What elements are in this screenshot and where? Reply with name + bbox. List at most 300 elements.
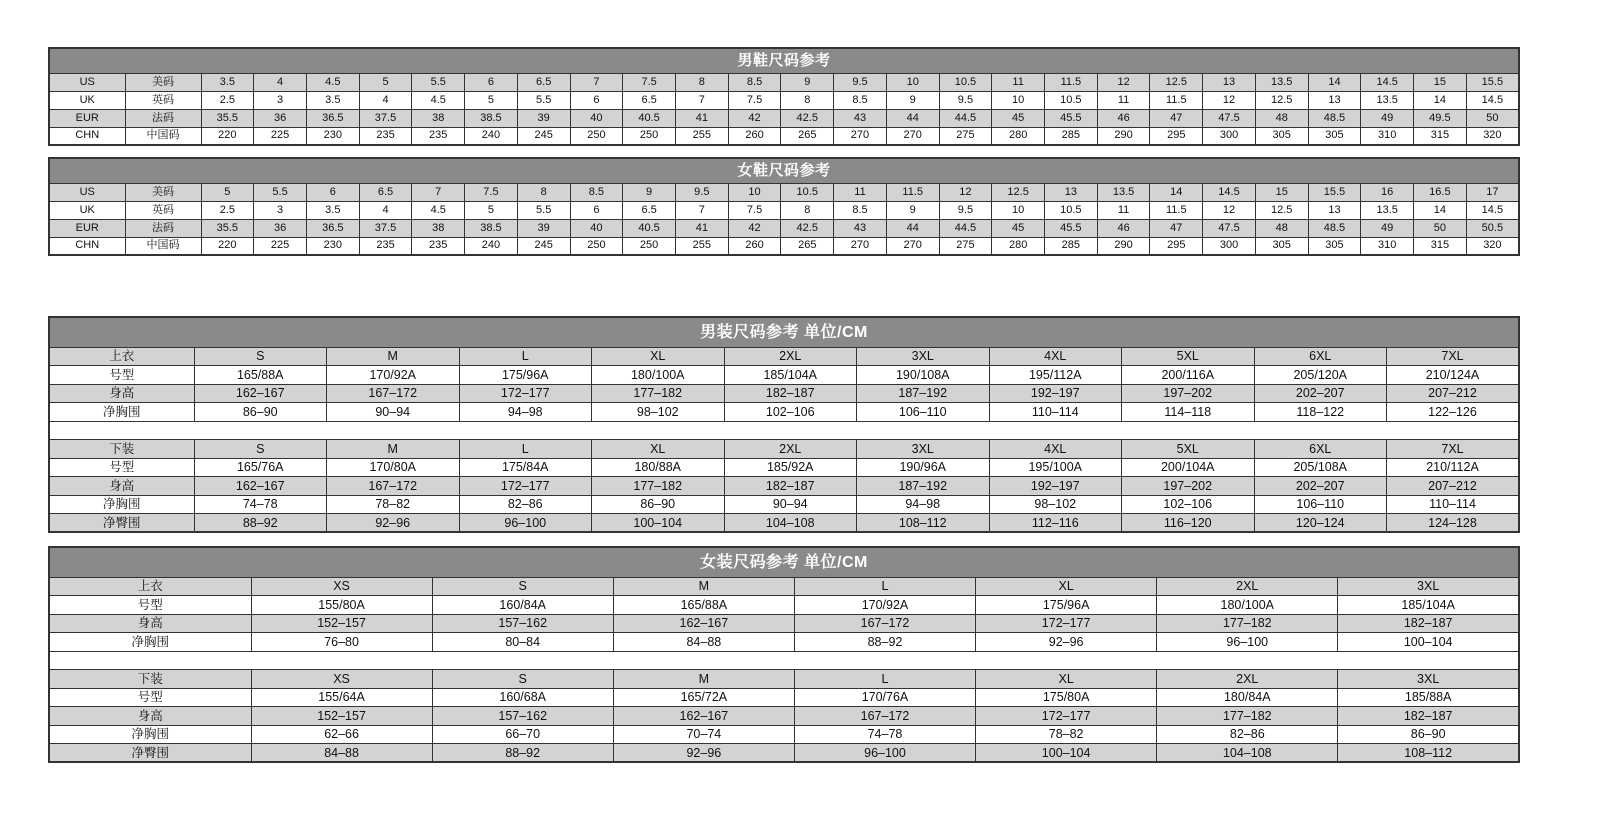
measurement-value: 177–182 xyxy=(1157,707,1338,726)
measurement-value: 86–90 xyxy=(194,403,327,422)
title-row xyxy=(49,317,1519,347)
size-value-cell: 9.5 xyxy=(939,201,992,219)
measurement-value: 82–86 xyxy=(459,495,592,514)
size-value-cell: 12 xyxy=(939,183,992,201)
size-system-code: US xyxy=(49,183,125,201)
size-column-header: XS xyxy=(251,670,432,689)
measurement-value: 172–177 xyxy=(976,707,1157,726)
measurement-value: 90–94 xyxy=(327,403,460,422)
size-value-cell: 14.5 xyxy=(1466,91,1519,109)
measurement-label: 号型 xyxy=(49,596,251,615)
size-value-cell: 10.5 xyxy=(1045,91,1098,109)
size-column-header: 5XL xyxy=(1122,440,1255,459)
measurement-value: 102–106 xyxy=(1122,495,1255,514)
size-value-cell: 38.5 xyxy=(465,109,518,127)
measurement-row xyxy=(49,596,1519,615)
measurement-value: 197–202 xyxy=(1122,477,1255,496)
size-row-chn xyxy=(49,237,1519,255)
size-value-cell: 260 xyxy=(728,127,781,145)
size-value-cell: 240 xyxy=(465,237,518,255)
size-column-header: 2XL xyxy=(1157,670,1338,689)
size-value-cell: 315 xyxy=(1414,237,1467,255)
measurement-value: 96–100 xyxy=(459,514,592,533)
measurement-value: 167–172 xyxy=(794,614,975,633)
measurement-value: 175/96A xyxy=(976,596,1157,615)
size-value-cell: 235 xyxy=(412,237,465,255)
size-value-cell: 12 xyxy=(1203,91,1256,109)
size-value-cell: 8.5 xyxy=(570,183,623,201)
size-value-cell: 9.5 xyxy=(939,91,992,109)
measurement-value: 180/84A xyxy=(1157,688,1338,707)
size-value-cell: 35.5 xyxy=(201,219,254,237)
size-value-cell: 255 xyxy=(675,127,728,145)
size-value-cell: 43 xyxy=(834,109,887,127)
size-value-cell: 235 xyxy=(412,127,465,145)
measurement-value: 207–212 xyxy=(1387,477,1520,496)
size-value-cell: 50.5 xyxy=(1466,219,1519,237)
size-value-cell: 8.5 xyxy=(834,201,887,219)
size-value-cell: 7 xyxy=(675,201,728,219)
size-value-cell: 42.5 xyxy=(781,219,834,237)
measurement-label: 净臀围 xyxy=(49,514,194,533)
size-column-header: S xyxy=(194,440,327,459)
size-value-cell: 16.5 xyxy=(1414,183,1467,201)
size-value-cell: 260 xyxy=(728,237,781,255)
measurement-row xyxy=(49,384,1519,403)
size-value-cell: 13 xyxy=(1308,91,1361,109)
size-column-header: XL xyxy=(976,670,1157,689)
measurement-value: 210/124A xyxy=(1387,366,1520,385)
measurement-value: 197–202 xyxy=(1122,384,1255,403)
size-value-cell: 320 xyxy=(1466,237,1519,255)
size-value-cell: 290 xyxy=(1097,127,1150,145)
title-row xyxy=(49,48,1519,73)
size-value-cell: 9.5 xyxy=(834,73,887,91)
measurement-value: 114–118 xyxy=(1122,403,1255,422)
size-value-cell: 14 xyxy=(1150,183,1203,201)
size-value-cell: 280 xyxy=(992,127,1045,145)
size-value-cell: 39 xyxy=(517,219,570,237)
size-value-cell: 3 xyxy=(254,201,307,219)
measurement-value: 152–157 xyxy=(251,707,432,726)
size-value-cell: 14.5 xyxy=(1361,73,1414,91)
measurement-value: 96–100 xyxy=(1157,633,1338,652)
measurement-value: 110–114 xyxy=(989,403,1122,422)
size-value-cell: 320 xyxy=(1466,127,1519,145)
size-system-code: UK xyxy=(49,201,125,219)
size-value-cell: 13 xyxy=(1203,73,1256,91)
measurement-value: 76–80 xyxy=(251,633,432,652)
size-value-cell: 50 xyxy=(1414,219,1467,237)
size-value-cell: 270 xyxy=(886,237,939,255)
measurement-value: 185/104A xyxy=(724,366,857,385)
size-value-cell: 300 xyxy=(1203,237,1256,255)
size-value-cell: 39 xyxy=(517,109,570,127)
size-value-cell: 48 xyxy=(1255,109,1308,127)
size-value-cell: 12 xyxy=(1203,201,1256,219)
size-value-cell: 48 xyxy=(1255,219,1308,237)
measurement-value: 202–207 xyxy=(1254,384,1387,403)
size-value-cell: 7.5 xyxy=(728,201,781,219)
size-value-cell: 305 xyxy=(1255,127,1308,145)
measurement-row xyxy=(49,403,1519,422)
size-system-label: 中国码 xyxy=(125,127,201,145)
measurement-value: 102–106 xyxy=(724,403,857,422)
size-value-cell: 44.5 xyxy=(939,109,992,127)
measurement-value: 195/112A xyxy=(989,366,1122,385)
size-column-header: M xyxy=(613,670,794,689)
size-row-eur xyxy=(49,219,1519,237)
size-value-cell: 13 xyxy=(1308,201,1361,219)
size-value-cell: 11 xyxy=(834,183,887,201)
section-label: 上衣 xyxy=(49,347,194,366)
size-row-chn xyxy=(49,127,1519,145)
measurement-value: 185/92A xyxy=(724,458,857,477)
measurement-value: 195/100A xyxy=(989,458,1122,477)
size-value-cell: 47 xyxy=(1150,219,1203,237)
size-value-cell: 8 xyxy=(675,73,728,91)
size-value-cell: 10.5 xyxy=(939,73,992,91)
size-value-cell: 305 xyxy=(1308,237,1361,255)
measurement-value: 86–90 xyxy=(1338,725,1519,744)
measurement-value: 170/92A xyxy=(794,596,975,615)
size-value-cell: 220 xyxy=(201,237,254,255)
size-value-cell: 44 xyxy=(886,109,939,127)
measurement-value: 192–197 xyxy=(989,477,1122,496)
measurement-value: 165/88A xyxy=(194,366,327,385)
size-value-cell: 41 xyxy=(675,219,728,237)
measurement-value: 205/108A xyxy=(1254,458,1387,477)
size-value-cell: 40 xyxy=(570,219,623,237)
size-value-cell: 11.5 xyxy=(1150,91,1203,109)
measurement-value: 162–167 xyxy=(194,477,327,496)
measurement-label: 身高 xyxy=(49,477,194,496)
size-value-cell: 245 xyxy=(517,127,570,145)
size-column-header: 2XL xyxy=(724,347,857,366)
size-value-cell: 5.5 xyxy=(517,91,570,109)
size-value-cell: 2.5 xyxy=(201,201,254,219)
size-value-cell: 42 xyxy=(728,219,781,237)
table-body xyxy=(49,317,1519,532)
size-value-cell: 11 xyxy=(1097,91,1150,109)
table-body xyxy=(49,158,1519,255)
size-value-cell: 265 xyxy=(781,237,834,255)
size-column-header: L xyxy=(459,347,592,366)
size-value-cell: 255 xyxy=(675,237,728,255)
size-column-header: 2XL xyxy=(1157,577,1338,596)
size-value-cell: 9 xyxy=(886,201,939,219)
size-value-cell: 12.5 xyxy=(1255,91,1308,109)
measurement-value: 106–110 xyxy=(1254,495,1387,514)
measurement-value: 185/88A xyxy=(1338,688,1519,707)
size-value-cell: 36 xyxy=(254,219,307,237)
measurement-value: 167–172 xyxy=(794,707,975,726)
size-value-cell: 47.5 xyxy=(1203,219,1256,237)
size-value-cell: 44 xyxy=(886,219,939,237)
size-value-cell: 5.5 xyxy=(254,183,307,201)
size-value-cell: 4 xyxy=(359,91,412,109)
size-column-header: 3XL xyxy=(1338,577,1519,596)
size-column-header: S xyxy=(432,577,613,596)
size-value-cell: 13.5 xyxy=(1361,91,1414,109)
measurement-value: 180/88A xyxy=(592,458,725,477)
measurement-value: 210/112A xyxy=(1387,458,1520,477)
size-value-cell: 235 xyxy=(359,127,412,145)
size-value-cell: 220 xyxy=(201,127,254,145)
measurement-label: 身高 xyxy=(49,707,251,726)
size-value-cell: 310 xyxy=(1361,237,1414,255)
measurement-label: 净胸围 xyxy=(49,495,194,514)
measurement-value: 118–122 xyxy=(1254,403,1387,422)
measurement-value: 90–94 xyxy=(724,495,857,514)
size-column-header: 3XL xyxy=(857,347,990,366)
section-header-row xyxy=(49,440,1519,459)
size-value-cell: 270 xyxy=(886,127,939,145)
size-column-header: L xyxy=(794,670,975,689)
size-value-cell: 45.5 xyxy=(1045,219,1098,237)
size-value-cell: 48.5 xyxy=(1308,109,1361,127)
measurement-value: 170/76A xyxy=(794,688,975,707)
size-value-cell: 280 xyxy=(992,237,1045,255)
measurement-value: 172–177 xyxy=(459,477,592,496)
measurement-value: 157–162 xyxy=(432,707,613,726)
measurement-row xyxy=(49,458,1519,477)
measurement-value: 96–100 xyxy=(794,744,975,763)
size-value-cell: 45.5 xyxy=(1045,109,1098,127)
measurement-value: 207–212 xyxy=(1387,384,1520,403)
measurement-value: 157–162 xyxy=(432,614,613,633)
size-value-cell: 6.5 xyxy=(623,91,676,109)
section-header-row xyxy=(49,347,1519,366)
measurement-row xyxy=(49,725,1519,744)
size-value-cell: 10 xyxy=(728,183,781,201)
size-value-cell: 41 xyxy=(675,109,728,127)
size-value-cell: 11.5 xyxy=(1150,201,1203,219)
size-value-cell: 8 xyxy=(781,201,834,219)
size-value-cell: 7 xyxy=(570,73,623,91)
section-spacer xyxy=(49,651,1519,670)
measurement-value: 70–74 xyxy=(613,725,794,744)
size-value-cell: 44.5 xyxy=(939,219,992,237)
size-value-cell: 14 xyxy=(1414,91,1467,109)
size-value-cell: 10.5 xyxy=(1045,201,1098,219)
size-value-cell: 300 xyxy=(1203,127,1256,145)
size-value-cell: 250 xyxy=(623,237,676,255)
measurement-label: 号型 xyxy=(49,366,194,385)
size-value-cell: 7.5 xyxy=(623,73,676,91)
size-value-cell: 6.5 xyxy=(517,73,570,91)
size-value-cell: 38 xyxy=(412,219,465,237)
measurement-value: 116–120 xyxy=(1122,514,1255,533)
measurement-row xyxy=(49,477,1519,496)
size-value-cell: 305 xyxy=(1255,237,1308,255)
title-row xyxy=(49,547,1519,577)
size-column-header: XL xyxy=(976,577,1157,596)
measurement-value: 177–182 xyxy=(592,384,725,403)
size-value-cell: 3.5 xyxy=(306,91,359,109)
measurement-value: 200/104A xyxy=(1122,458,1255,477)
measurement-label: 身高 xyxy=(49,614,251,633)
size-value-cell: 290 xyxy=(1097,237,1150,255)
size-value-cell: 250 xyxy=(570,127,623,145)
size-value-cell: 10 xyxy=(992,201,1045,219)
size-value-cell: 230 xyxy=(306,127,359,145)
size-column-header: 3XL xyxy=(1338,670,1519,689)
size-value-cell: 275 xyxy=(939,237,992,255)
size-value-cell: 9 xyxy=(623,183,676,201)
measurement-value: 202–207 xyxy=(1254,477,1387,496)
size-value-cell: 250 xyxy=(623,127,676,145)
size-column-header: 7XL xyxy=(1387,347,1520,366)
size-value-cell: 8.5 xyxy=(728,73,781,91)
size-value-cell: 4.5 xyxy=(306,73,359,91)
size-system-label: 英码 xyxy=(125,201,201,219)
measurement-row xyxy=(49,514,1519,533)
size-value-cell: 40.5 xyxy=(623,109,676,127)
measurement-value: 100–104 xyxy=(976,744,1157,763)
measurement-value: 88–92 xyxy=(794,633,975,652)
size-system-label: 美码 xyxy=(125,73,201,91)
size-value-cell: 13 xyxy=(1045,183,1098,201)
measurement-value: 104–108 xyxy=(1157,744,1338,763)
measurement-value: 62–66 xyxy=(251,725,432,744)
size-value-cell: 7 xyxy=(675,91,728,109)
measurement-row xyxy=(49,688,1519,707)
measurement-value: 187–192 xyxy=(857,477,990,496)
size-value-cell: 5 xyxy=(201,183,254,201)
measurement-value: 106–110 xyxy=(857,403,990,422)
size-value-cell: 10 xyxy=(992,91,1045,109)
measurement-value: 172–177 xyxy=(459,384,592,403)
size-value-cell: 47.5 xyxy=(1203,109,1256,127)
section-header-row xyxy=(49,670,1519,689)
size-value-cell: 11.5 xyxy=(886,183,939,201)
size-value-cell: 9 xyxy=(781,73,834,91)
mens-shoe-size-table xyxy=(48,47,1520,146)
size-value-cell: 7 xyxy=(412,183,465,201)
size-value-cell: 4 xyxy=(359,201,412,219)
size-value-cell: 7.5 xyxy=(728,91,781,109)
measurement-value: 120–124 xyxy=(1254,514,1387,533)
measurement-value: 94–98 xyxy=(459,403,592,422)
size-value-cell: 275 xyxy=(939,127,992,145)
size-value-cell: 225 xyxy=(254,127,307,145)
measurement-value: 92–96 xyxy=(613,744,794,763)
size-value-cell: 4.5 xyxy=(412,91,465,109)
size-value-cell: 9 xyxy=(886,91,939,109)
size-value-cell: 36.5 xyxy=(306,219,359,237)
size-value-cell: 49 xyxy=(1361,219,1414,237)
size-system-code: CHN xyxy=(49,127,125,145)
section-spacer xyxy=(49,421,1519,440)
size-value-cell: 15 xyxy=(1414,73,1467,91)
measurement-value: 170/92A xyxy=(327,366,460,385)
measurement-value: 84–88 xyxy=(251,744,432,763)
size-value-cell: 13.5 xyxy=(1255,73,1308,91)
size-value-cell: 5.5 xyxy=(412,73,465,91)
measurement-label: 净臀围 xyxy=(49,744,251,763)
measurement-value: 180/100A xyxy=(592,366,725,385)
size-value-cell: 295 xyxy=(1150,127,1203,145)
size-system-label: 中国码 xyxy=(125,237,201,255)
size-value-cell: 8.5 xyxy=(834,91,887,109)
measurement-label: 身高 xyxy=(49,384,194,403)
measurement-value: 200/116A xyxy=(1122,366,1255,385)
measurement-label: 净胸围 xyxy=(49,725,251,744)
measurement-value: 162–167 xyxy=(613,614,794,633)
size-column-header: XS xyxy=(251,577,432,596)
size-column-header: 6XL xyxy=(1254,347,1387,366)
size-value-cell: 45 xyxy=(992,109,1045,127)
size-value-cell: 4.5 xyxy=(412,201,465,219)
measurement-value: 86–90 xyxy=(592,495,725,514)
measurement-value: 112–116 xyxy=(989,514,1122,533)
size-value-cell: 3 xyxy=(254,91,307,109)
size-value-cell: 5 xyxy=(465,201,518,219)
size-system-label: 法码 xyxy=(125,109,201,127)
measurement-label: 净胸围 xyxy=(49,633,251,652)
size-system-code: CHN xyxy=(49,237,125,255)
size-value-cell: 35.5 xyxy=(201,109,254,127)
size-value-cell: 11 xyxy=(1097,201,1150,219)
size-value-cell: 36 xyxy=(254,109,307,127)
title-row xyxy=(49,158,1519,183)
size-row-eur xyxy=(49,109,1519,127)
size-value-cell: 245 xyxy=(517,237,570,255)
measurement-label: 净胸围 xyxy=(49,403,194,422)
measurement-value: 88–92 xyxy=(432,744,613,763)
measurement-row xyxy=(49,366,1519,385)
size-value-cell: 15 xyxy=(1255,183,1308,201)
size-value-cell: 13.5 xyxy=(1361,201,1414,219)
size-value-cell: 230 xyxy=(306,237,359,255)
womens-shoe-size-table xyxy=(48,157,1520,256)
measurement-value: 74–78 xyxy=(794,725,975,744)
measurement-value: 110–114 xyxy=(1387,495,1520,514)
measurement-value: 92–96 xyxy=(976,633,1157,652)
measurement-value: 162–167 xyxy=(194,384,327,403)
size-value-cell: 295 xyxy=(1150,237,1203,255)
size-value-cell: 38 xyxy=(412,109,465,127)
measurement-value: 165/88A xyxy=(613,596,794,615)
size-column-header: S xyxy=(194,347,327,366)
size-row-us xyxy=(49,73,1519,91)
measurement-value: 187–192 xyxy=(857,384,990,403)
measurement-value: 82–86 xyxy=(1157,725,1338,744)
section-label: 下装 xyxy=(49,670,251,689)
measurement-value: 78–82 xyxy=(327,495,460,514)
measurement-value: 182–187 xyxy=(1338,614,1519,633)
womens-shoes-title: 女鞋尺码参考 xyxy=(49,158,1519,183)
size-value-cell: 13.5 xyxy=(1097,183,1150,201)
measurement-value: 190/108A xyxy=(857,366,990,385)
size-value-cell: 49 xyxy=(1361,109,1414,127)
size-value-cell: 12.5 xyxy=(1255,201,1308,219)
size-value-cell: 15.5 xyxy=(1308,183,1361,201)
size-system-code: EUR xyxy=(49,109,125,127)
size-value-cell: 42 xyxy=(728,109,781,127)
size-value-cell: 8 xyxy=(517,183,570,201)
measurement-value: 165/72A xyxy=(613,688,794,707)
measurement-row xyxy=(49,707,1519,726)
measurement-label: 号型 xyxy=(49,458,194,477)
size-value-cell: 12.5 xyxy=(992,183,1045,201)
size-value-cell: 37.5 xyxy=(359,219,412,237)
size-value-cell: 235 xyxy=(359,237,412,255)
mens-shoes-title: 男鞋尺码参考 xyxy=(49,48,1519,73)
size-value-cell: 3.5 xyxy=(201,73,254,91)
measurement-value: 160/84A xyxy=(432,596,613,615)
